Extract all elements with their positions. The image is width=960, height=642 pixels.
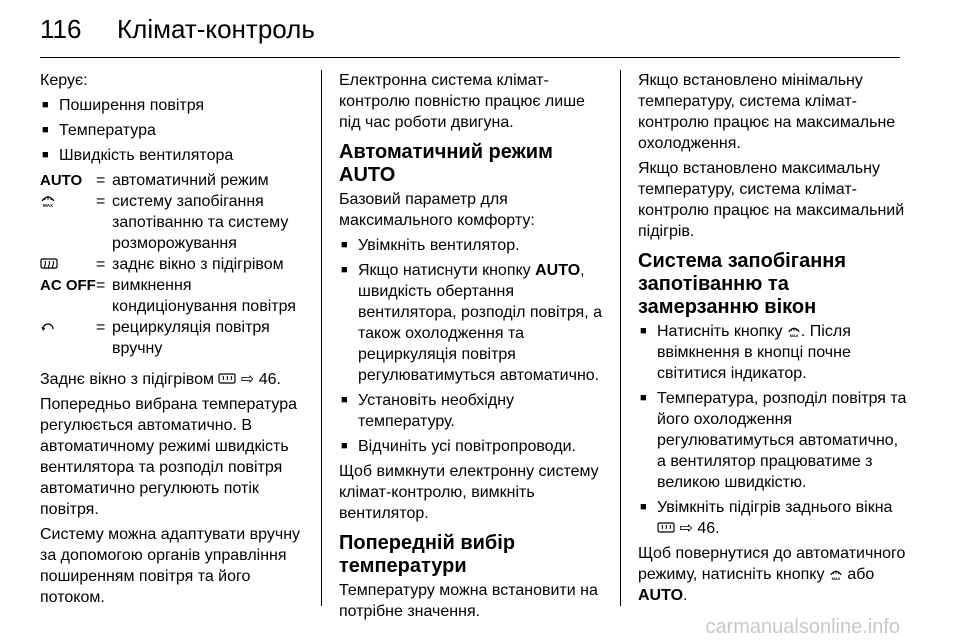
legend-row: AC OFF = вимкнення кондиціонування повітря	[40, 275, 310, 317]
page-header	[0, 0, 960, 60]
max-defrost-icon	[787, 324, 801, 338]
legend-row: = заднє вікно з підігрівом	[40, 254, 310, 275]
page-ref-arrow-icon: ⇨	[679, 520, 693, 537]
svg-text:MAX: MAX	[43, 203, 53, 208]
legend-value: заднє вікно з підігрівом	[112, 256, 284, 273]
legend-table	[40, 170, 310, 359]
rear-window-heater-icon	[40, 254, 96, 275]
max-defrost-icon	[40, 191, 96, 254]
page-title: Клімат-контроль	[117, 14, 315, 44]
watermark: carmanualsonline.info	[705, 616, 900, 638]
intro-text: Керує:	[40, 72, 88, 89]
svg-text:MAX: MAX	[789, 333, 799, 338]
max-defrost-icon	[829, 567, 843, 581]
paragraph: Якщо встановлено максимальну температуру, система клімат-контролю працює на максимальний підігрів.	[638, 160, 905, 240]
paragraph: Електронна система клімат-контролю повністю працює лише під час роботи двигуна.	[339, 72, 585, 131]
svg-text:MAX: MAX	[831, 576, 841, 581]
list-item: ■ Швидкість вентилятора	[40, 145, 310, 166]
list-item: ■ Якщо натиснути кнопку AUTO, швидкість обертання вентилятора, розподіл повітря, а також охолодження та рециркуляція повітря регулюватимуться автоматично.	[339, 260, 607, 386]
list-item: ■ Установіть необхідну температуру.	[339, 390, 607, 432]
section-heading: Система запобігання запотіванню та замерзанню вікон	[638, 250, 847, 318]
column-right	[638, 70, 908, 610]
page-ref[interactable]: 46.	[258, 371, 281, 388]
paragraph: Щоб повернутися до автоматичного режиму, натисніть кнопку MAX або AUTO.	[638, 545, 906, 604]
auto-key: AUTO	[638, 587, 684, 604]
recirculation-icon	[40, 317, 96, 359]
rear-window-heater-icon	[657, 521, 675, 535]
legend-value: автоматичний режим	[112, 172, 269, 189]
list-item: ■ Відчиніть усі повітропроводи.	[339, 436, 607, 457]
section-subtitle: Температуру можна встановити на потрібне значення.	[339, 582, 598, 620]
paragraph: Попередньо вибрана температура регулюється автоматично. В автоматичному режимі швидкість вентилятора та розподіл повітря автоматично регулюють потік повітря.	[40, 396, 298, 518]
paragraph: Якщо встановлено мінімальну температуру, система клімат-контролю працює на максимальне охолодження.	[638, 72, 896, 152]
rear-window-ref: Заднє вікно з підігрівом ⇨ 46.	[40, 371, 281, 388]
list-item: ■ Увімкніть підігрів заднього вікна ⇨ 46.	[638, 497, 908, 539]
rear-window-heater-icon	[218, 372, 236, 386]
header-divider	[40, 57, 900, 58]
list-item: ■ Поширення повітря	[40, 95, 310, 116]
list-item: ■ Увімкніть вентилятор.	[339, 235, 607, 256]
list-item: ■ Температура	[40, 120, 310, 141]
page-number: 116	[40, 14, 82, 44]
section-subtitle: Базовий параметр для максимального комфорту:	[339, 191, 535, 229]
legend-key-auto: AUTO	[40, 172, 83, 189]
legend-row: AUTO = автоматичний режим	[40, 170, 310, 191]
list-item: ■ Температура, розподіл повітря та його охолодження регулюватимуться автоматично, а вентилятор працюватиме з великою швидкістю.	[638, 388, 908, 493]
legend-row: = рециркуляція повітря вручну	[40, 317, 310, 359]
column-middle	[339, 70, 607, 626]
page-ref-arrow-icon: ⇨	[240, 371, 255, 388]
page-ref[interactable]: 46.	[697, 520, 720, 537]
legend-value: рециркуляція повітря вручну	[112, 319, 270, 357]
auto-key: AUTO	[535, 262, 581, 279]
paragraph: Щоб вимкнути електронну систему клімат-контролю, вимкніть вентилятор.	[339, 463, 599, 522]
legend-key-ac-off: AC OFF	[40, 277, 96, 294]
legend-value: систему запобігання запотіванню та систему розморожування	[112, 193, 289, 252]
paragraph: Систему можна адаптувати вручну за допомогою органів управління поширенням повітря та його потоком.	[40, 526, 301, 606]
section-heading: Попередній вибір температури	[339, 532, 516, 577]
column-divider-left	[321, 70, 322, 606]
legend-value: вимкнення кондиціонування повітря	[112, 277, 296, 315]
section-heading: Автоматичний режим AUTO	[339, 141, 553, 186]
list-item: ■ Натисніть кнопку MAX . Після ввімкнення в кнопці почне світитися індикатор.	[638, 321, 908, 384]
column-divider-right	[620, 70, 621, 606]
column-left	[40, 70, 310, 612]
legend-row: MAX = систему запобігання запотіванню та систему розморожування	[40, 191, 310, 254]
